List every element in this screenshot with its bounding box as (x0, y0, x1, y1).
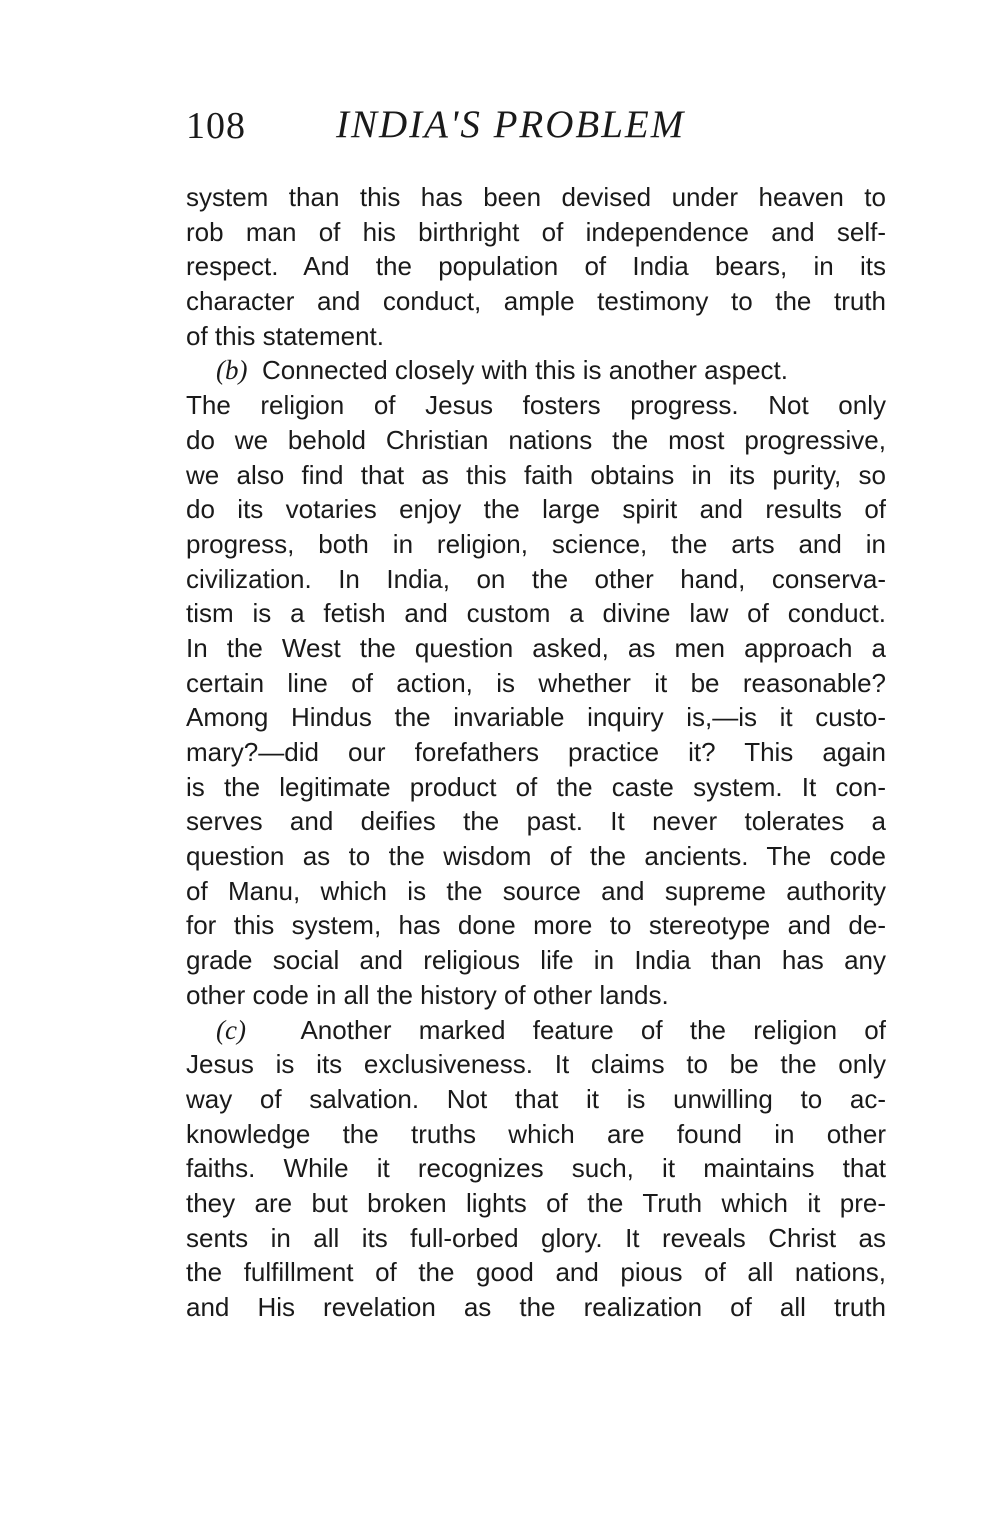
page-number: 108 (186, 105, 246, 147)
text-line: sents in all its full-orbed glory. It reveals Christ as (186, 1222, 886, 1253)
text-line (186, 353, 886, 388)
body-text (186, 180, 886, 1325)
text-line: way of salvation. Not that it is unwilling to ac- (186, 1083, 886, 1114)
text-line: Among Hindus the invariable inquiry is,—is it custo- (186, 702, 886, 733)
text-line: faiths. While it recognizes such, it maintains that (186, 1153, 886, 1184)
text-line: character and conduct, ample testimony to the truth (186, 286, 886, 317)
text-line: rob man of his birthright of independence and self- (186, 216, 886, 247)
text-line: of this statement. (186, 320, 384, 351)
text-line: tism is a fetish and custom a divine law of conduct. (186, 598, 886, 629)
text-line: question as to the wisdom of the ancients. The code (186, 841, 886, 872)
paragraph-marker: (b) (216, 355, 248, 386)
running-title: INDIA'S PROBLEM (336, 103, 686, 146)
text-line: system than this has been devised under heaven to (186, 182, 886, 212)
running-head (186, 102, 886, 162)
text-line: we also find that as this faith obtains in its purity, so (186, 459, 886, 490)
text-line: mary?—did our forefathers practice it? This again (186, 737, 886, 767)
text-line (186, 1013, 886, 1048)
text-line: is the legitimate product of the caste system. It con- (186, 771, 886, 802)
text-line: serves and deifies the past. It never tolerates a (186, 806, 886, 837)
text-line: for this system, has done more to stereotype and de- (186, 910, 886, 941)
text-line-content: Connected closely with this is another aspect. (261, 355, 788, 386)
text-line: certain line of action, is whether it be reasonable? (186, 667, 886, 698)
text-line: Jesus is its exclusiveness. It claims to be the only (186, 1049, 886, 1080)
text-line: and His revelation as the realization of all truth (186, 1292, 886, 1322)
paragraph (186, 353, 886, 1012)
text-line: they are but broken lights of the Truth which it pre- (186, 1187, 886, 1218)
text-line: respect. And the population of India bears, in its (186, 251, 886, 282)
text-line-content: Another marked feature of the religion of (300, 1014, 886, 1045)
text-line: do its votaries enjoy the large spirit and results of (186, 494, 886, 525)
text-line: grade social and religious life in India than has any (186, 945, 886, 976)
text-line: In the West the question asked, as men approach a (186, 632, 886, 663)
text-line: of Manu, which is the source and supreme authority (186, 875, 886, 906)
text-line: progress, both in religion, science, the arts and in (186, 528, 886, 559)
text-line: The religion of Jesus fosters progress. Not only (186, 390, 886, 421)
text-line: the fulfillment of the good and pious of all nations, (186, 1257, 886, 1288)
text-line: other code in all the history of other lands. (186, 979, 669, 1010)
text-line: knowledge the truths which are found in other (186, 1118, 886, 1149)
paragraph (186, 1013, 886, 1325)
paragraph-marker: (c) (216, 1014, 246, 1045)
paragraph (186, 180, 886, 353)
text-line: do we behold Christian nations the most progressive, (186, 424, 886, 455)
text-line: civilization. In India, on the other hand, conserva- (186, 563, 886, 594)
